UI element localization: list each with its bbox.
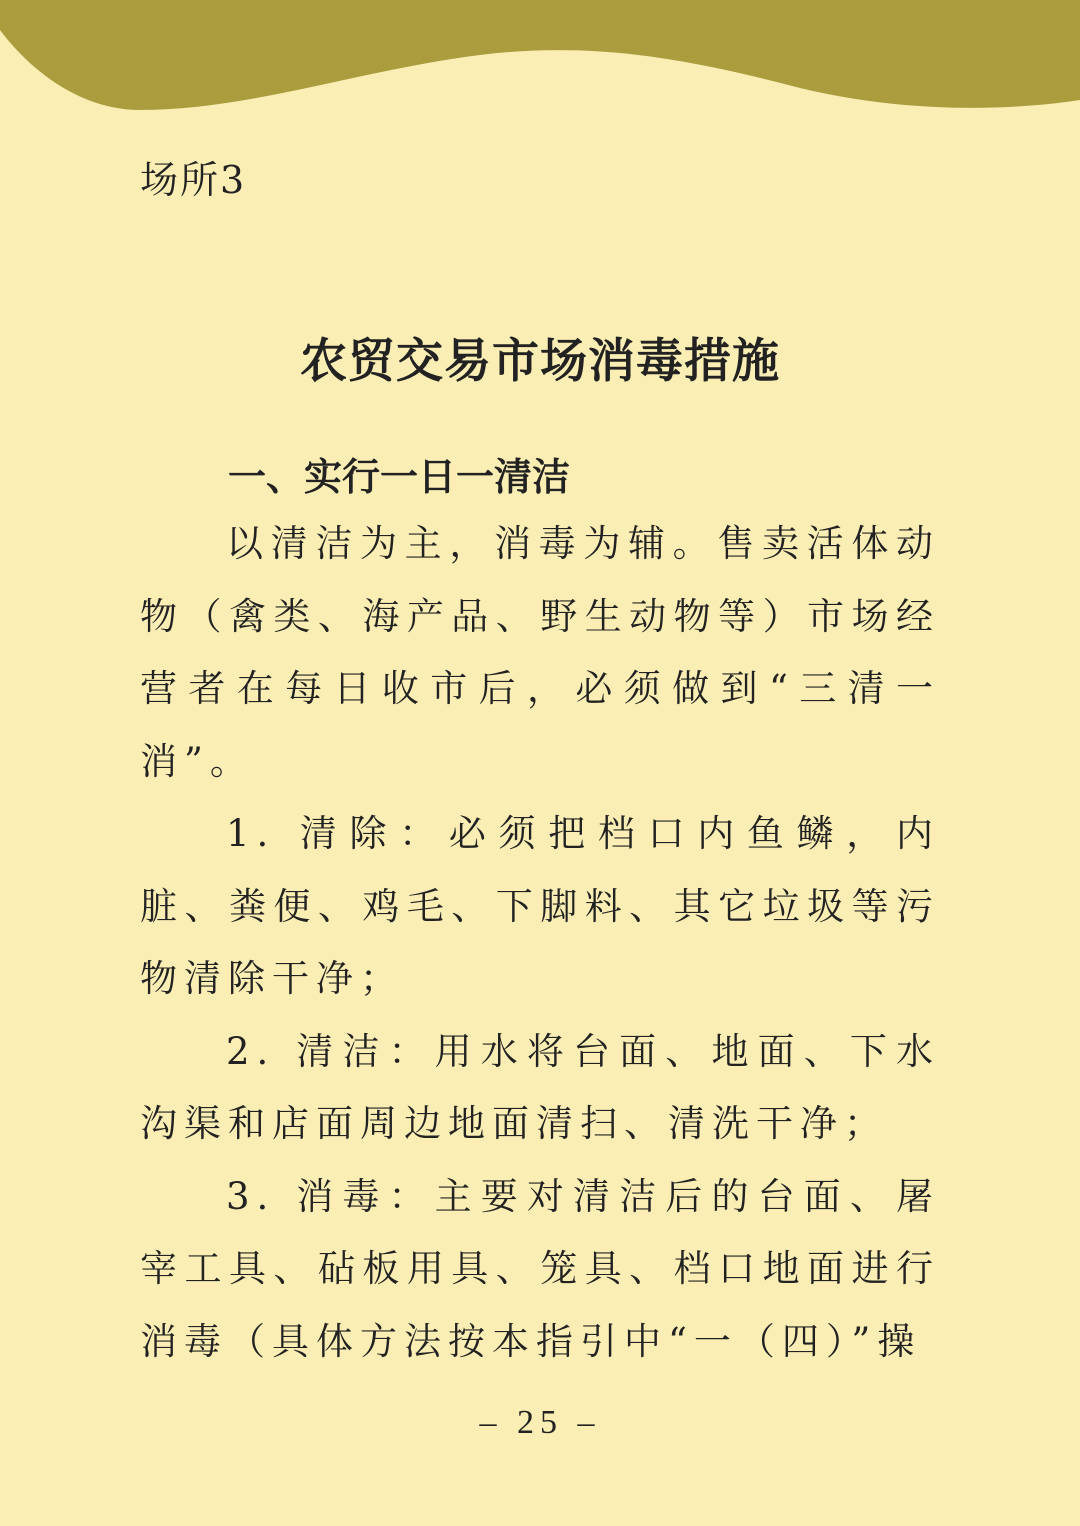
page-title: 农贸交易市场消毒措施: [300, 334, 780, 390]
section-heading: 一、实行一日一清洁: [228, 455, 571, 499]
wave-shape: [0, 0, 1080, 110]
venue-label: 场所3: [140, 158, 247, 202]
page-number: – 25 –: [479, 1404, 601, 1441]
intro-paragraph: 以清洁为主，消毒为辅。售卖活体动物（禽类、海产品、野生动物等）市场经营者在每日收市后，必须做到“三清一消”。: [140, 522, 940, 783]
top-wave-decoration: [0, 0, 1080, 130]
step-disinfect-paragraph: 3. 消毒：主要对清洁后的台面、屠宰工具、砧板用具、笼具、档口地面进行消毒（具体方法按本指引中“一（四）”操: [140, 1174, 940, 1363]
step-clean-paragraph: 2. 清洁：用水将台面、地面、下水沟渠和店面周边地面清扫、清洗干净；: [140, 1029, 940, 1145]
body-content: [140, 446, 940, 1378]
step-clear-paragraph: 1. 清除：必须把档口内鱼鳞，内脏、粪便、鸡毛、下脚料、其它垃圾等污物清除干净；: [140, 812, 940, 1000]
